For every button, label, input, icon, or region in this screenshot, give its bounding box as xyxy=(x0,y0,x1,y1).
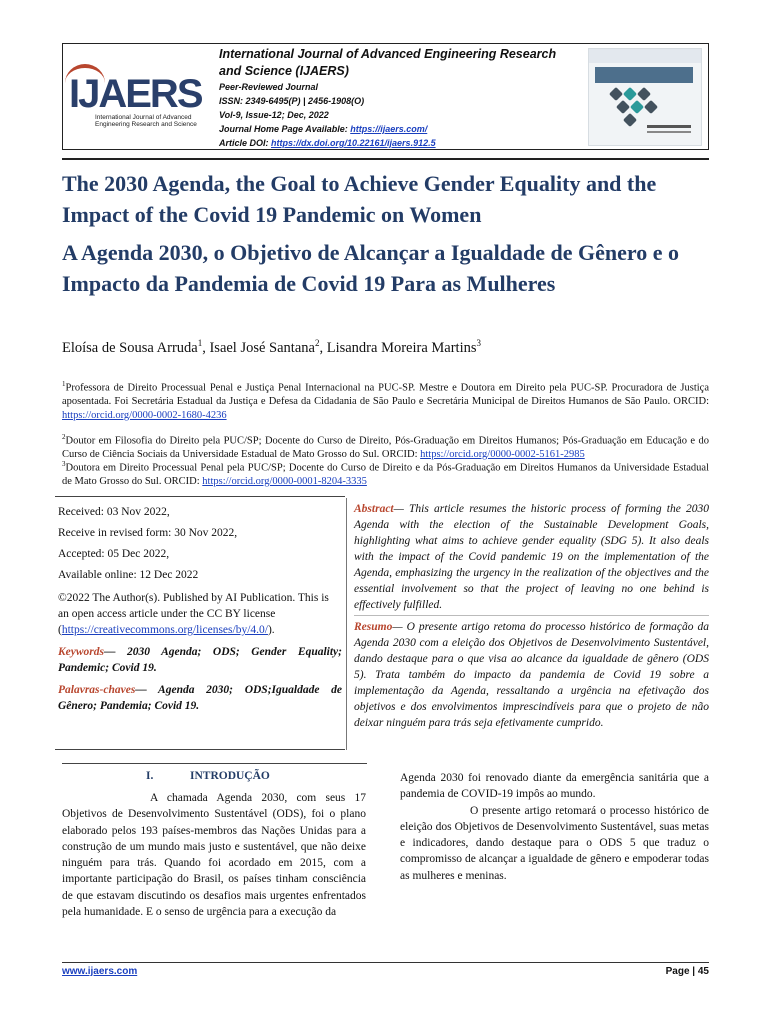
homepage-line xyxy=(219,122,589,136)
journal-title-line-2: and Science (IJAERS) xyxy=(219,64,349,78)
doi-label: Article DOI: xyxy=(219,138,272,148)
info-divider xyxy=(55,749,345,750)
logo-subtitle: International Journal of Advanced Engineering Research and Science xyxy=(95,114,197,128)
doi-line xyxy=(219,136,589,150)
orcid-link[interactable]: https://orcid.org/0000-0002-5161-2985 xyxy=(420,449,585,460)
author-affiliation-mark: 2 xyxy=(314,338,320,348)
accepted-date: Accepted: 05 Dec 2022, xyxy=(58,548,170,560)
body-column-left xyxy=(62,790,366,920)
resumo-label: Resumo xyxy=(354,621,393,633)
license-statement: ©2022 The Author(s). Published by AI Publication. This is an open access article under the CC BY license (https://creativecommons.org/licenses/by/4.0/). xyxy=(58,592,329,636)
abstract-portuguese: Resumo— O presente artigo retoma do processo histórico de formação da Agenda 2030 com a eleição dos Objetivos de Desenvolvimento Sustentável, dando destaque para o que visa ao alcance da igualdade de gênero (ODS 5). Trata também do impacto da pandemia de Covid 19 sobre a implementação da Agenda, ressaltando a urgência na efetivação dos objetivos e dos envolvimentos imprescindíveis para que o projeto de não deixar ninguém para trás seja efetivamente cumprido. xyxy=(354,621,709,729)
journal-logo xyxy=(65,72,215,142)
paragraph: Agenda 2030 foi renovado diante da emergência sanitária que a pandemia de COVID-19 impôs ao mundo. xyxy=(400,772,709,801)
received-date: Received: 03 Nov 2022, xyxy=(58,506,170,518)
author-name: Lisandra Moreira Martins xyxy=(326,339,477,356)
peer-reviewed-label: Peer-Reviewed Journal xyxy=(219,82,319,92)
homepage-label: Journal Home Page Available: xyxy=(219,124,351,134)
footer-divider xyxy=(62,962,709,963)
keywords-label: Keywords xyxy=(58,646,104,658)
page-number: Page | 45 xyxy=(665,966,709,977)
section-number: I. xyxy=(146,770,154,782)
author-list: Eloísa de Sousa Arruda$^1$, Isael José Santana$^2$, Lisandra Moreira Martins$^3$ xyxy=(62,338,482,356)
journal-info xyxy=(219,46,589,150)
journal-cover-image xyxy=(588,48,702,146)
author-name: Eloísa de Sousa Arruda xyxy=(62,339,198,356)
logo-mark: IJAERS xyxy=(69,72,202,116)
issn: ISSN: 2349-6495(P) | 2456-1908(O) xyxy=(219,96,365,106)
paper-title-english: The 2030 Agenda, the Goal to Achieve Gender Equality and the Impact of the Covid 19 Pandemic on Women xyxy=(62,171,657,227)
orcid-link[interactable]: https://orcid.org/0000-0002-1680-4236 xyxy=(62,409,227,421)
abstract-label: Abstract xyxy=(354,503,394,515)
homepage-link[interactable]: https://ijaers.com/ xyxy=(350,124,428,134)
article-info xyxy=(58,502,342,714)
abstract-english: Abstract— This article resumes the historic process of forming the 2030 Agenda with the election of the Sustainable Development Goals, highlighting what aims to achieve gender equality (SDG 5). It also deals with the impact of the Covid pandemic 19 on the implementation of the Agenda, emphasizing the urgency in the realization of the objectives and the essential involvement so that the project of leaving no one behind is effectively fulfilled. xyxy=(354,503,709,611)
affiliation-1: $^1$Professora de Direito Processual Penal e Justiça Penal Internacional na PUC-SP. Mestre e Doutora em Direito pela PUC-SP. Procuradora de Justiça aposentada. Foi Secretária Estadual da Justiça e Defesa da Cidadania de São Paulo e Secretária Municipal de Direitos Humanos de São Paulo. ORCID: https://orcid.org/0000-0002-1680-4236 xyxy=(62,380,709,421)
paragraph: O presente artigo retomará o processo histórico de eleição dos Objetivos de Desenvolvimento Sustentável, suas metas e indicadores, dando destaque para o ODS 5 que traduz o compromisso de alcançar a igualdade de gênero e empoderar todas as mulheres e meninas. xyxy=(400,804,709,882)
author-affiliation-mark: 3 xyxy=(476,338,482,348)
abstract-divider xyxy=(354,615,709,616)
info-divider xyxy=(55,496,345,497)
license-link[interactable]: https://creativecommons.org/licenses/by/4.0/ xyxy=(61,624,268,636)
body-column-right xyxy=(400,770,709,884)
author-affiliation-mark: 1 xyxy=(197,338,203,348)
doi-link[interactable]: https://dx.doi.org/10.22161/ijaers.912.5 xyxy=(271,138,436,148)
section-title: INTRODUÇÃO xyxy=(190,770,270,782)
paragraph: A chamada Agenda 2030, com seus 17 Objetivos de Desenvolvimento Sustentável (ODS), foi o plano elaborado pelos 193 países-membros das Nações Unidas para a construção de um mundo mais justo e sustentável, que não deixe ninguém para trás. Quando foi acordado em 2015, com a importante participação do Brasil, os países tinham consciência de que estavam discutindo os desafios mais urgentes enfrentados pela humanidade. E o senso de urgência para a execução da xyxy=(62,792,366,919)
palavras-label: Palavras-chaves xyxy=(58,684,136,696)
section-divider xyxy=(62,763,367,764)
palavras-chaves: Palavras-chaves— Agenda 2030; ODS;Igualdade de Gênero; Pandemia; Covid 19. xyxy=(58,684,342,712)
info-side-divider xyxy=(346,498,347,750)
keywords: Keywords— 2030 Agenda; ODS; Gender Equality; Pandemic; Covid 19. xyxy=(58,646,342,674)
paper-title-portuguese: A Agenda 2030, o Objetivo de Alcançar a Igualdade de Gênero e o Impacto da Pandemia de Covid 19 Para as Mulheres xyxy=(62,240,680,296)
online-date: Available online: 12 Dec 2022 xyxy=(58,569,199,581)
footer-website-link[interactable]: www.ijaers.com xyxy=(62,966,138,977)
header-divider xyxy=(62,158,709,160)
journal-header xyxy=(62,43,709,150)
revised-date: Receive in revised form: 30 Nov 2022, xyxy=(58,527,238,539)
volume-issue: Vol-9, Issue-12; Dec, 2022 xyxy=(219,110,329,120)
affiliation-3: $^3$Doutora em Direito Processual Penal pela PUC/SP; Docente do Curso de Direito e da Pós-Graduação em Direitos Humanos da Universidade Estadual de Mato Grosso do Sul. ORCID: https://orcid.org/0000-0001-8204-3335 xyxy=(62,460,709,487)
abstract-block xyxy=(354,501,709,731)
author-name: Isael José Santana xyxy=(209,339,315,356)
affiliation-2: $^2$Doutor em Filosofia do Direito pela PUC/SP; Docente do Curso de Direito, Pós-Graduação em Direitos Humanos; Pós-Graduação em Educação e do Curso de Ciência Sociais da Universidade Estadual de Mato Grosso do Sul. ORCID: https://orcid.org/0000-0002-5161-2985 xyxy=(62,433,709,460)
orcid-link[interactable]: https://orcid.org/0000-0001-8204-3335 xyxy=(202,476,367,487)
journal-title-line-1: International Journal of Advanced Engineering Research xyxy=(219,47,557,61)
